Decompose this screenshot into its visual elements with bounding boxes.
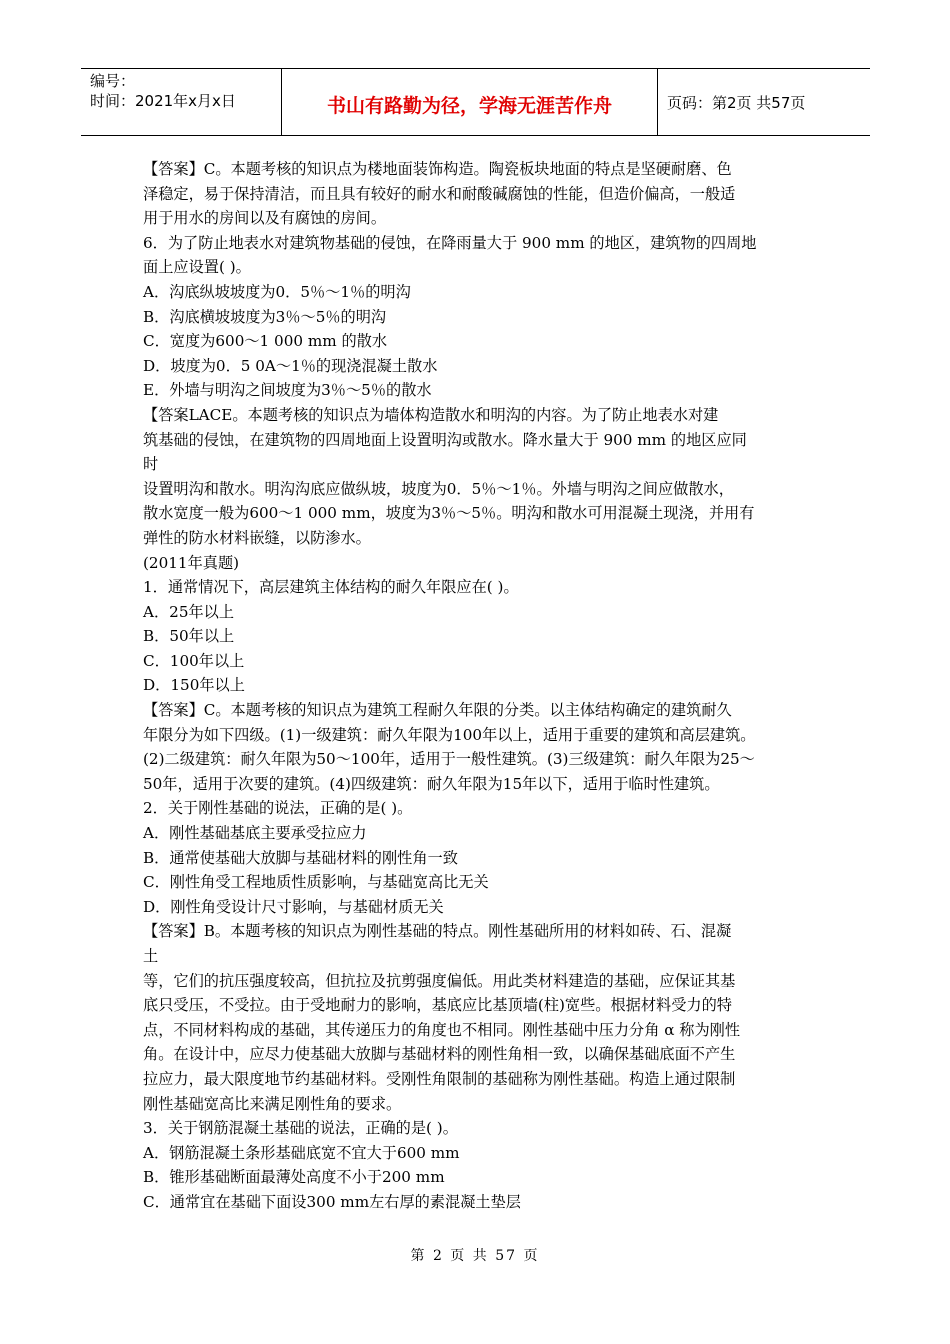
text-line: 等，它们的抗压强度较高，但抗拉及抗剪强度偏低。用此类材料建造的基础，应保证其基: [143, 971, 736, 990]
text-line: 1．通常情况下，高层建筑主体结构的耐久年限应在( )。: [143, 578, 519, 597]
text-line: 6．为了防止地表水对建筑物基础的侵蚀，在降雨量大于 900 mm 的地区，建筑物的四周地: [143, 233, 757, 252]
text-line: B．50年以上: [143, 627, 235, 646]
text-line: 【答案】C。本题考核的知识点为建筑工程耐久年限的分类。以主体结构确定的建筑耐久: [143, 701, 732, 720]
header-meta: [81, 69, 282, 135]
text-line: C．宽度为600～1 000 mm 的散水: [143, 332, 388, 351]
document-date-label: 时间：2021年x月x日: [90, 92, 236, 110]
text-line: E．外墙与明沟之间坡度为3％～5％的散水: [143, 381, 432, 400]
text-line: A．刚性基础基底主要承受拉应力: [143, 824, 367, 843]
text-line: 2．关于刚性基础的说法，正确的是( )。: [143, 799, 413, 818]
text-line: 年限分为如下四级。(1)一级建筑：耐久年限为100年以上，适用于重要的建筑和高层建筑。: [143, 725, 756, 744]
text-line: D．刚性角受设计尺寸影响，与基础材质无关: [143, 897, 444, 916]
text-line: 3．关于钢筋混凝土基础的说法，正确的是( )。: [143, 1119, 458, 1138]
text-line: 弹性的防水材料嵌缝，以防渗水。: [143, 528, 371, 547]
text-line: 【答案LACE。本题考核的知识点为墙体构造散水和明沟的内容。为了防止地表水对建: [143, 405, 719, 424]
text-line: 土: [143, 947, 159, 965]
header-motto: 书山有路勤为径，学海无涯苦作舟: [282, 69, 658, 135]
text-line: A．25年以上: [143, 602, 235, 621]
text-line: 筑基础的侵蚀，在建筑物的四周地面上设置明沟或散水。降水量大于 900 mm 的地区应同: [143, 430, 747, 449]
header-page-label: 页码：第2页 共57页: [667, 93, 806, 112]
text-line: A．沟底纵坡坡度为0．5％～1％的明沟: [143, 282, 411, 301]
text-line: (2011年真题): [143, 553, 240, 572]
text-line: 泽稳定，易于保持清洁，而且具有较好的耐水和耐酸碱腐蚀的性能，但造价偏高，一般适: [143, 184, 736, 203]
text-line: 时: [143, 455, 159, 474]
text-line: 【答案】B。本题考核的知识点为刚性基础的特点。刚性基础所用的材料如砖、石、混凝: [143, 922, 732, 941]
text-line: 拉应力，最大限度地节约基础材料。受刚性角限制的基础称为刚性基础。构造上通过限制: [143, 1069, 736, 1088]
text-line: B．通常使基础大放脚与基础材料的刚性角一致: [143, 848, 458, 867]
page-footer: 第 2 页 共 57 页: [410, 1248, 540, 1264]
text-line: (2)二级建筑：耐久年限为50～100年，适用于一般性建筑。(3)三级建筑：耐久年限为25～: [143, 750, 755, 769]
text-line: 点，不同材料构成的基础，其传递压力的角度也不相同。刚性基础中压力分角 α 称为刚性: [143, 1020, 741, 1039]
text-line: C．100年以上: [143, 651, 245, 670]
text-line: 散水宽度一般为600～1 000 mm，坡度为3％～5％。明沟和散水可用混凝土现浇，并用有: [143, 504, 755, 523]
text-line: D．150年以上: [143, 676, 245, 695]
text-line: C．通常宜在基础下面设300 mm左右厚的素混凝土垫层: [143, 1192, 521, 1211]
page-header: [81, 68, 870, 136]
text-line: 用于用水的房间以及有腐蚀的房间。: [143, 209, 386, 228]
document-body: [143, 157, 823, 1215]
document-number-label: 编号：: [90, 72, 136, 90]
text-line: B．沟底横坡坡度为3％～5％的明沟: [143, 307, 387, 326]
text-line: 50年，适用于次要的建筑。(4)四级建筑：耐久年限为15年以下，适用于临时性建筑。: [143, 774, 720, 793]
text-line: A．钢筋混凝土条形基础底宽不宜大于600 mm: [143, 1143, 460, 1162]
text-line: C．刚性角受工程地质性质影响，与基础宽高比无关: [143, 873, 489, 892]
text-line: D．坡度为0．5 0A～1％的现浇混凝土散水: [143, 356, 438, 375]
text-line: 面上应设置( )。: [143, 258, 251, 277]
text-line: 刚性基础宽高比来满足刚性角的要求。: [143, 1094, 402, 1113]
text-line: 底只受压，不受拉。由于受地耐力的影响，基底应比基顶墙(柱)宽些。根据材料受力的特: [143, 996, 732, 1015]
text-line: 角。在设计中，应尽力使基础大放脚与基础材料的刚性角相一致，以确保基础底面不产生: [143, 1045, 736, 1064]
text-line: 设置明沟和散水。明沟沟底应做纵坡，坡度为0．5％～1％。外墙与明沟之间应做散水，: [143, 479, 734, 498]
text-line: 【答案】C。本题考核的知识点为楼地面装饰构造。陶瓷板块地面的特点是坚硬耐磨、色: [143, 160, 732, 178]
text-line: B．锥形基础断面最薄处高度不小于200 mm: [143, 1168, 445, 1187]
